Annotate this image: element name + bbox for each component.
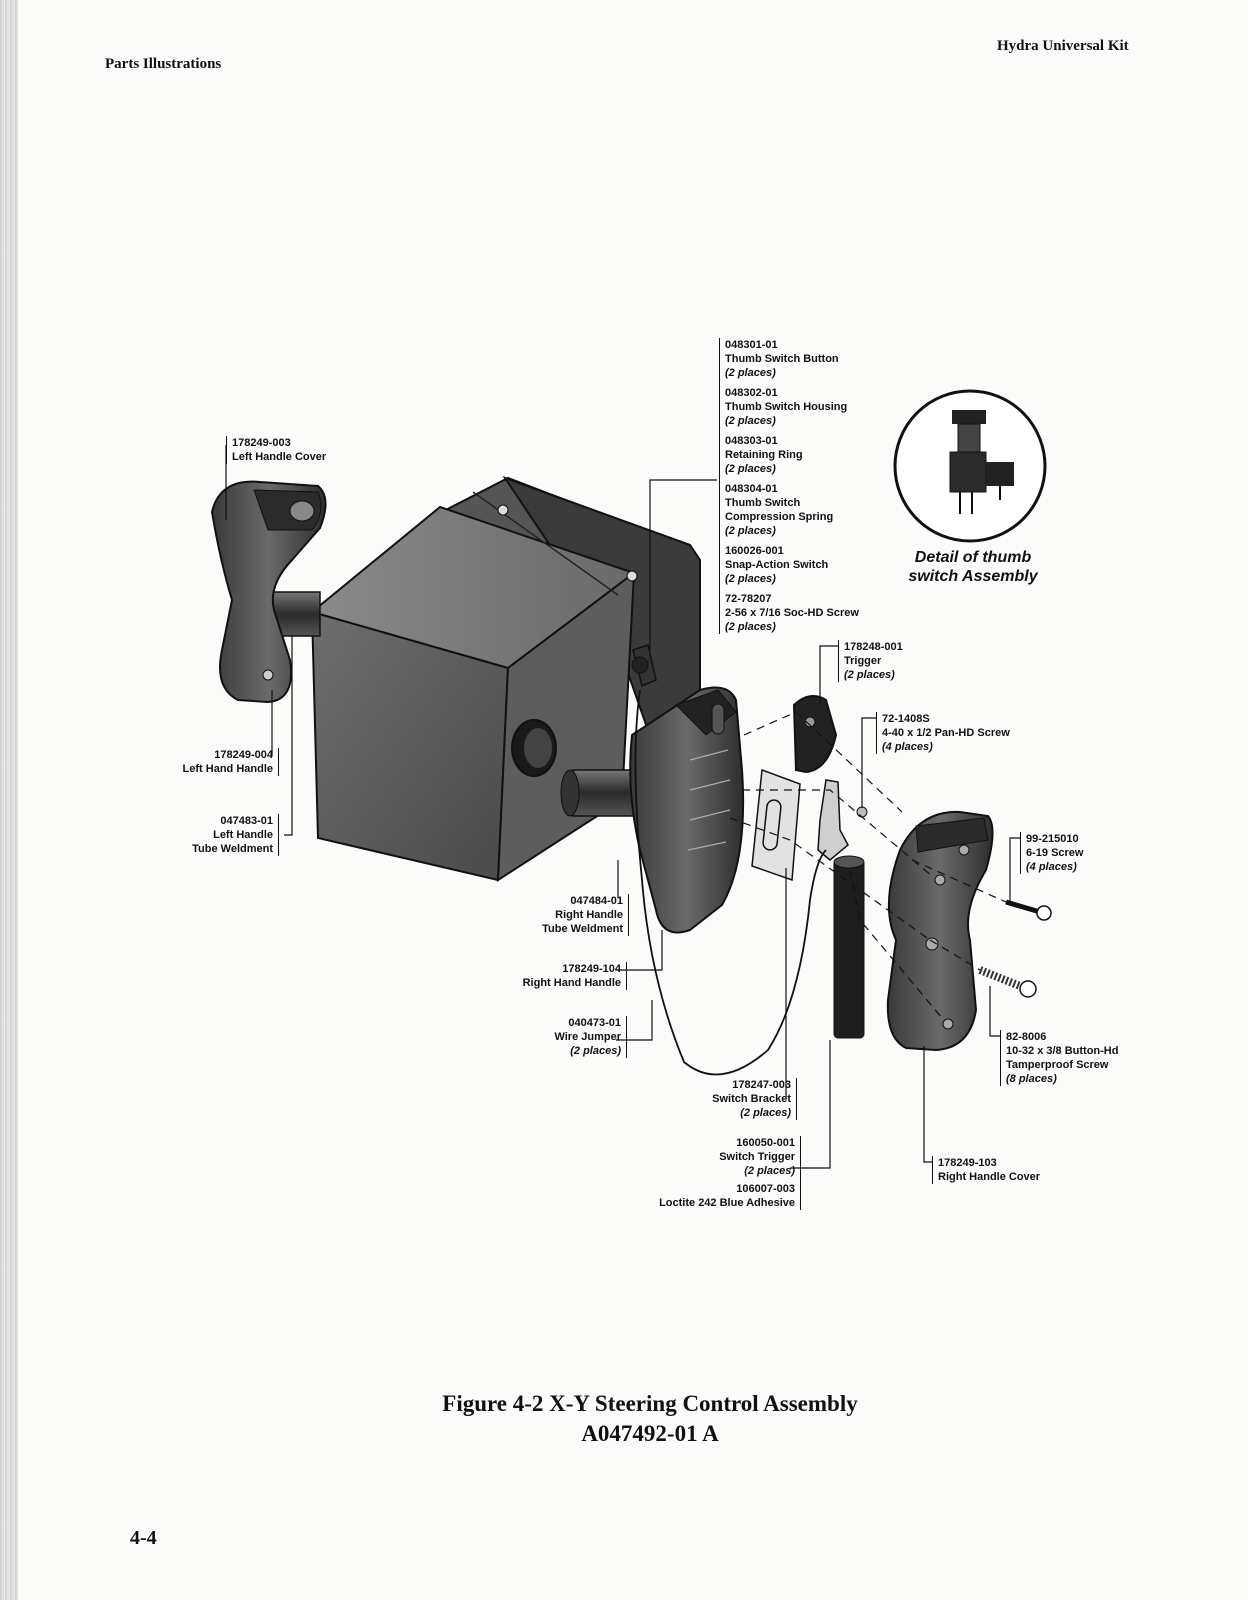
part-number: 82-8006 (1006, 1031, 1047, 1043)
callout-switch-trigger-and-loctite (620, 1136, 801, 1210)
callout-switch-bracket (680, 1078, 797, 1120)
part-name: 2-56 x 7/16 Soc-HD Screw (725, 607, 859, 619)
part-name: Tamperproof Screw (1006, 1059, 1109, 1071)
part-name: Right Handle Cover (938, 1171, 1041, 1183)
callout-right-handle-cover (932, 1156, 1045, 1184)
part-name: 6-19 Screw (1026, 847, 1084, 859)
part-number: 178249-004 (214, 749, 273, 761)
part-quantity: (2 places) (725, 573, 776, 585)
center-pin (834, 856, 864, 1038)
part-number: 048302-01 (725, 387, 778, 399)
callout-tamperproof-screw (1000, 1030, 1123, 1086)
part-number: 99-215010 (1026, 833, 1079, 845)
document-title-header: Hydra Universal Kit (997, 38, 1129, 54)
part-name: Loctite 242 Blue Adhesive (659, 1197, 795, 1209)
part-number: 178247-003 (732, 1079, 791, 1091)
part-number: 106007-003 (736, 1183, 795, 1195)
part-name: Snap-Action Switch (725, 559, 829, 571)
part-quantity: (2 places) (725, 525, 776, 537)
part-name: Right Hand Handle (522, 977, 621, 989)
callout-right-handle-tube (510, 894, 629, 936)
part-name: Thumb Switch (725, 497, 801, 509)
page-number: 4-4 (130, 1527, 157, 1549)
part-name: Thumb Switch Button (725, 353, 839, 365)
part-number: 178248-001 (844, 641, 903, 653)
right-handle-cover (888, 812, 993, 1050)
callout-left-handle-tube (160, 814, 279, 856)
callout-6-19-screw (1020, 832, 1088, 874)
part-quantity: (2 places) (744, 1165, 795, 1177)
part-number: 040473-01 (568, 1017, 621, 1029)
part-number: 047483-01 (220, 815, 273, 827)
part-number: 160050-001 (736, 1137, 795, 1149)
part-number: 72-1408S (882, 713, 930, 725)
part-quantity: (4 places) (882, 741, 933, 753)
part-name: Compression Spring (725, 511, 834, 523)
part-number: 178249-104 (562, 963, 621, 975)
part-number: 178249-103 (938, 1157, 997, 1169)
section-header: Parts Illustrations (105, 56, 222, 72)
callout-pan-hd-screw (876, 712, 1015, 754)
part-name: Left Handle Cover (232, 451, 327, 463)
screws (980, 902, 1051, 997)
part-quantity: (4 places) (1026, 861, 1077, 873)
switch-trigger (818, 780, 867, 860)
callout-left-handle-cover (226, 436, 331, 464)
part-number: 048303-01 (725, 435, 778, 447)
callout-wire-jumper (520, 1016, 627, 1058)
drawing-number: A047492-01 A (581, 1421, 719, 1446)
thumb-switch-detail-circle (895, 391, 1045, 541)
switch-bracket (752, 770, 800, 880)
part-name: Tube Weldment (542, 923, 623, 935)
part-quantity: (2 places) (725, 621, 776, 633)
part-name: 10-32 x 3/8 Button-Hd (1006, 1045, 1119, 1057)
part-name: Tube Weldment (192, 843, 273, 855)
part-number: 047484-01 (570, 895, 623, 907)
part-quantity: (2 places) (725, 415, 776, 427)
right-handle-tube (561, 770, 640, 816)
right-hand-handle (630, 688, 743, 933)
part-name: Thumb Switch Housing (725, 401, 848, 413)
part-name: Left Handle (213, 829, 273, 841)
callout-thumb-switch-stack (719, 338, 890, 634)
part-number: 048301-01 (725, 339, 778, 351)
part-quantity: (2 places) (725, 367, 776, 379)
part-number: 160026-001 (725, 545, 784, 557)
part-name: Switch Bracket (712, 1093, 791, 1105)
part-quantity: (8 places) (1006, 1073, 1057, 1085)
part-name: Trigger (844, 655, 882, 667)
part-quantity: (2 places) (844, 669, 895, 681)
part-quantity: (2 places) (570, 1045, 621, 1057)
detail-caption: Detail of thumb switch Assembly (908, 549, 1038, 585)
trigger (794, 696, 836, 772)
part-number: 72-78207 (725, 593, 772, 605)
part-name: Left Hand Handle (182, 763, 273, 775)
part-name: Retaining Ring (725, 449, 803, 461)
part-name: 4-40 x 1/2 Pan-HD Screw (882, 727, 1010, 739)
part-number: 178249-003 (232, 437, 291, 449)
part-name: Switch Trigger (719, 1151, 795, 1163)
callout-right-hand-handle (490, 962, 627, 990)
callout-left-hand-handle (150, 748, 279, 776)
part-quantity: (2 places) (740, 1107, 791, 1119)
figure-title: Figure 4-2 X-Y Steering Control Assembly (442, 1391, 858, 1416)
part-name: Wire Jumper (554, 1031, 621, 1043)
part-name: Right Handle (555, 909, 623, 921)
part-number: 048304-01 (725, 483, 778, 495)
callout-trigger (838, 640, 908, 682)
part-quantity: (2 places) (725, 463, 776, 475)
